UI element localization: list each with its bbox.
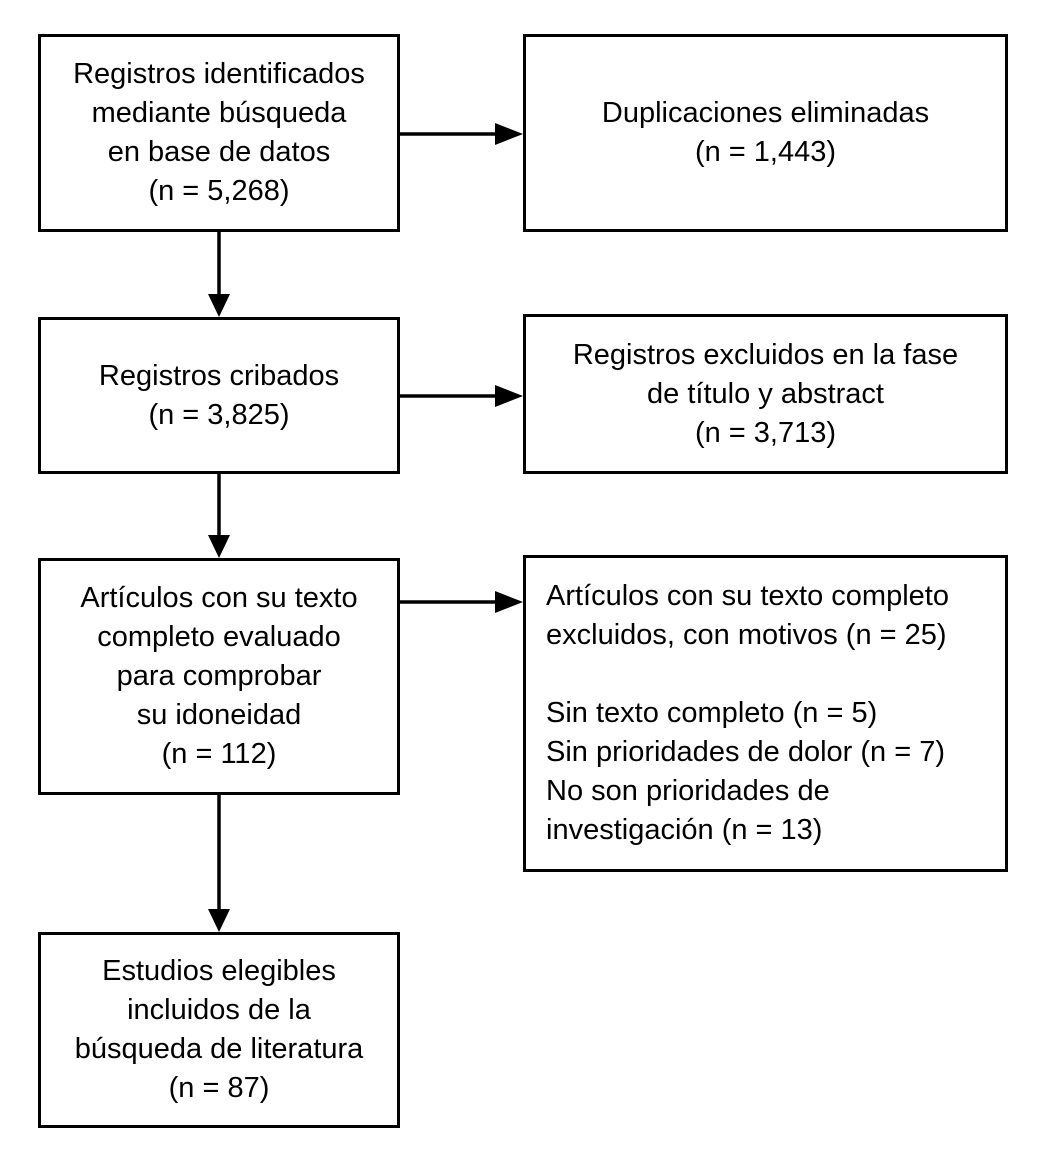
box-line: Artículos con su texto completo bbox=[546, 580, 949, 612]
box-line: No son prioridades de bbox=[546, 775, 830, 807]
arrow-fulltext-to-included bbox=[208, 794, 230, 932]
box-line: (n = 5,268) bbox=[148, 175, 290, 207]
box-line: en base de datos bbox=[107, 136, 331, 168]
box-line: búsqueda de literatura bbox=[74, 1033, 364, 1065]
box-line: (n = 3,825) bbox=[148, 398, 290, 431]
box-line: incluidos de la bbox=[127, 994, 311, 1026]
box-line: (n = 3,713) bbox=[694, 416, 837, 449]
box-line: su idoneidad bbox=[136, 699, 302, 731]
arrow-screened-to-excluded bbox=[399, 385, 523, 407]
box-line: Registros cribados bbox=[98, 359, 340, 392]
box-line: completo evaluado bbox=[97, 621, 341, 653]
box-fulltext-excluded-with-reasons bbox=[523, 555, 1008, 872]
box-records-identified bbox=[38, 34, 400, 232]
arrow-identified-to-screened bbox=[208, 231, 230, 317]
box-studies-included bbox=[38, 932, 400, 1128]
box-line: investigación (n = 13) bbox=[546, 814, 823, 846]
box-records-screened bbox=[38, 317, 400, 474]
box-records-excluded-title-abstract bbox=[523, 314, 1008, 474]
box-line: (n = 112) bbox=[161, 738, 277, 770]
arrow-screened-to-fulltext bbox=[208, 473, 230, 558]
box-line: Sin prioridades de dolor (n = 7) bbox=[546, 736, 945, 768]
box-line: (n = 1,443) bbox=[694, 136, 837, 168]
box-line: Sin texto completo (n = 5) bbox=[546, 697, 878, 729]
box-line: para comprobar bbox=[116, 660, 322, 692]
box-fulltext-assessed bbox=[38, 558, 400, 795]
box-line: (n = 87) bbox=[168, 1072, 270, 1104]
box-line: Registros identificados bbox=[73, 58, 365, 90]
box-line: de título y abstract bbox=[647, 377, 884, 410]
box-line: Registros excluidos en la fase bbox=[572, 338, 959, 371]
box-line: excluidos, con motivos (n = 25) bbox=[546, 619, 947, 651]
box-line: Estudios elegibles bbox=[102, 955, 336, 987]
arrow-fulltext-to-excluded bbox=[400, 591, 523, 613]
box-line: Artículos con su texto bbox=[80, 582, 358, 614]
box-line: Duplicaciones eliminadas bbox=[601, 97, 930, 129]
arrow-identified-to-duplicates bbox=[399, 123, 523, 145]
box-line: mediante búsqueda bbox=[91, 97, 347, 129]
box-duplicates-removed bbox=[523, 34, 1008, 232]
